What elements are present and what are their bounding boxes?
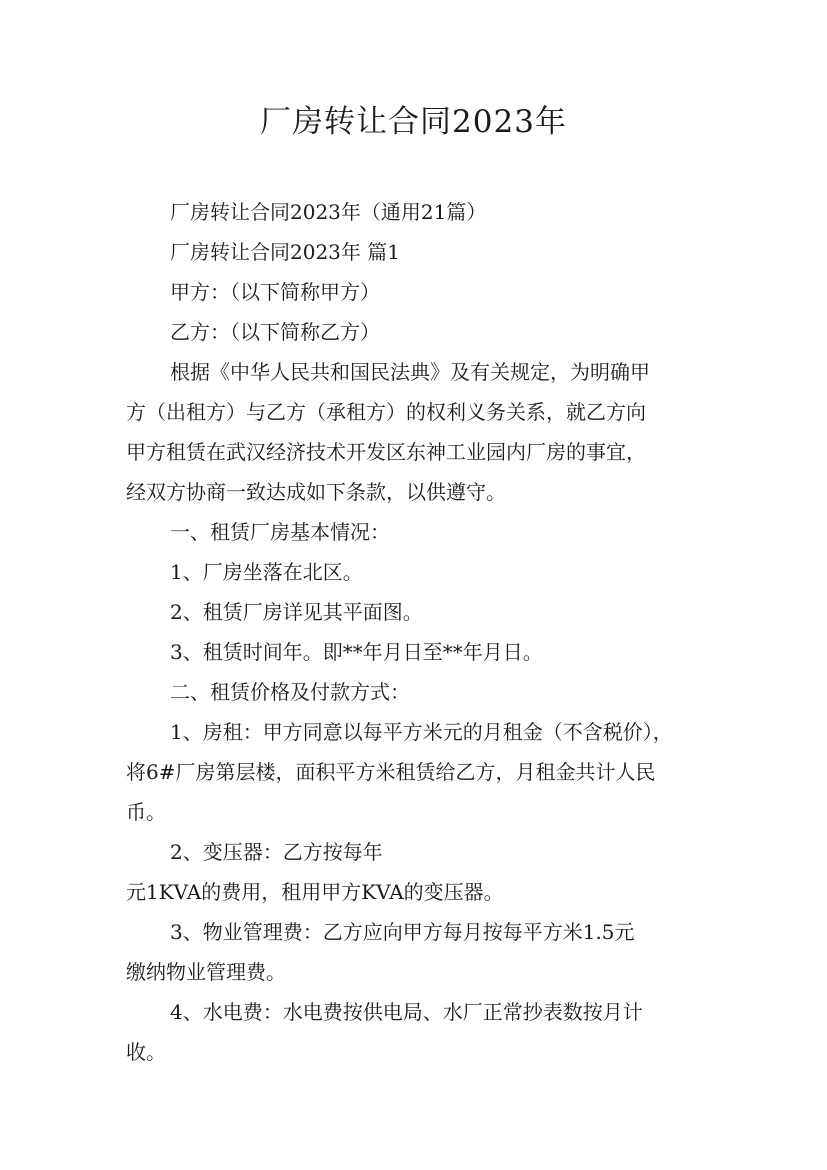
party-a-line: 甲方：（以下简称甲方） [170, 280, 380, 304]
clause-item: 1、厂房坐落在北区。 [170, 560, 363, 584]
clause-item-continued: 缴纳物业管理费。 [126, 960, 286, 984]
clause-heading: 一、租赁厂房基本情况： [170, 520, 390, 544]
document-title: 厂房转让合同2023年 [260, 104, 567, 140]
clause-item: 2、变压器：乙方按每年 [170, 840, 383, 864]
clause-item-continued: 收。 [126, 1040, 166, 1064]
clause-item: 2、租赁厂房详见其平面图。 [170, 600, 423, 624]
paragraph-line: 方（出租方）与乙方（承租方）的权利义务关系，就乙方向 [126, 400, 646, 424]
paragraph-line: 甲方租赁在武汉经济技术开发区东神工业园内厂房的事宜， [126, 440, 646, 464]
paragraph-line: 经双方协商一致达成如下条款，以供遵守。 [126, 480, 506, 504]
clause-item-continued: 将6#厂房第层楼，面积平方米租赁给乙方，月租金共计人民 [126, 760, 656, 784]
clause-item: 4、水电费：水电费按供电局、水厂正常抄表数按月计 [170, 1000, 643, 1024]
clause-item: 1、房租：甲方同意以每平方米元的月租金（不含税价）， [170, 720, 673, 744]
clause-item: 3、物业管理费：乙方应向甲方每月按每平方米1.5元 [170, 920, 635, 944]
party-b-line: 乙方：（以下简称乙方） [170, 320, 380, 344]
clause-item: 3、租赁时间年。即**年月日至**年月日。 [170, 640, 543, 664]
clause-heading: 二、租赁价格及付款方式： [170, 680, 410, 704]
clause-item-continued: 币。 [126, 800, 166, 824]
paragraph-line: 根据《中华人民共和国民法典》及有关规定，为明确甲 [170, 360, 650, 384]
clause-item-continued: 元1KVA的费用，租用甲方KVA的变压器。 [126, 880, 504, 904]
doc-subtitle: 厂房转让合同2023年（通用21篇） [170, 200, 487, 224]
section-heading: 厂房转让合同2023年 篇1 [170, 240, 400, 264]
document-body [126, 192, 716, 1072]
